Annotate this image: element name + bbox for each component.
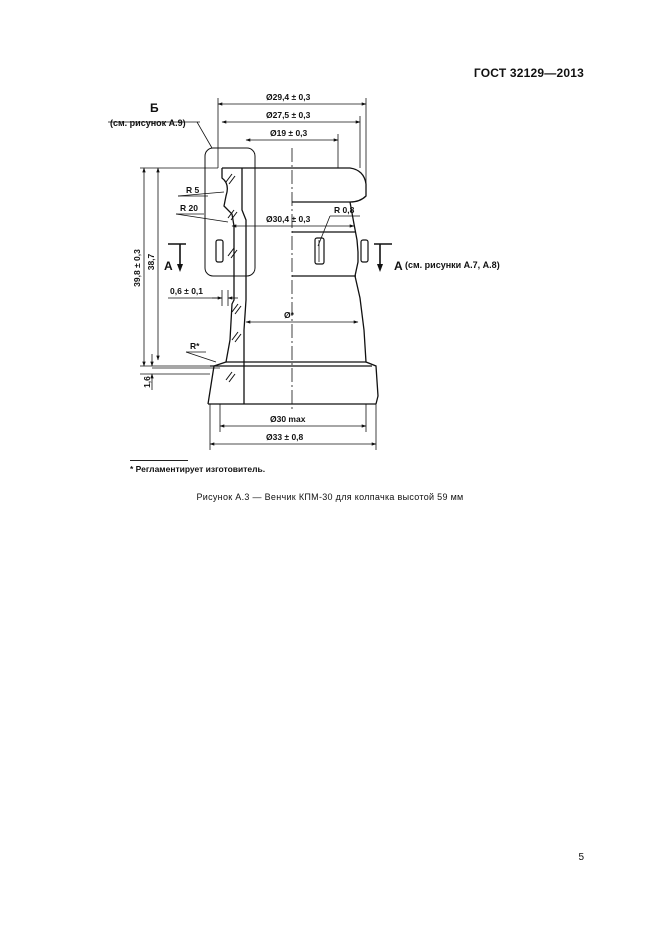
dim-gap: 0,6 ± 0,1 [170,286,204,296]
dim-inner-height: 38,7 [146,253,156,271]
footnote: * Регламентирует изготовитель. [130,464,266,474]
dim-bottom-outer-diameter: Ø33 ± 0,8 [266,432,304,442]
view-b-reference: (см. рисунок А.9) [110,118,186,128]
dim-radius-5: R 5 [186,185,200,195]
detail-b-leader [197,122,212,148]
section-a-right-letter: А [394,259,403,273]
dim-top-inner-diameter: Ø19 ± 0,3 [270,128,308,138]
page-number: 5 [578,852,584,863]
dim-middle-diameter: Ø30,4 ± 0,3 [266,214,311,224]
section-a-left-letter: А [164,259,173,273]
document-standard-number: ГОСТ 32129—2013 [473,66,584,80]
figure-caption: Рисунок А.3 — Венчик КПМ-30 для колпачка высотой 59 мм [196,492,464,502]
section-a-reference: (см. рисунки А.7, А.8) [405,260,500,270]
window-slot-left [216,240,223,262]
dim-star-diameter: Ø* [284,310,294,320]
window-slot-far-right [361,240,368,262]
dim-radius-star: R* [190,341,200,351]
section-a-right-marker [374,244,392,268]
part-outline [208,168,378,404]
footnote-rule [130,460,188,461]
dim-top-mid-diameter: Ø27,5 ± 0,3 [266,110,311,120]
dim-total-height: 39,8 ± 0,3 [132,249,142,287]
dim-radius-20: R 20 [180,203,198,213]
view-b-letter: Б [150,101,159,115]
dim-bottom-inner-diameter: Ø30 max [270,414,306,424]
dim-radius-0-8: R 0,8 [334,205,355,215]
dim-base-height: 1,6 [142,376,152,388]
dim-top-outer-diameter: Ø29,4 ± 0,3 [266,92,311,102]
